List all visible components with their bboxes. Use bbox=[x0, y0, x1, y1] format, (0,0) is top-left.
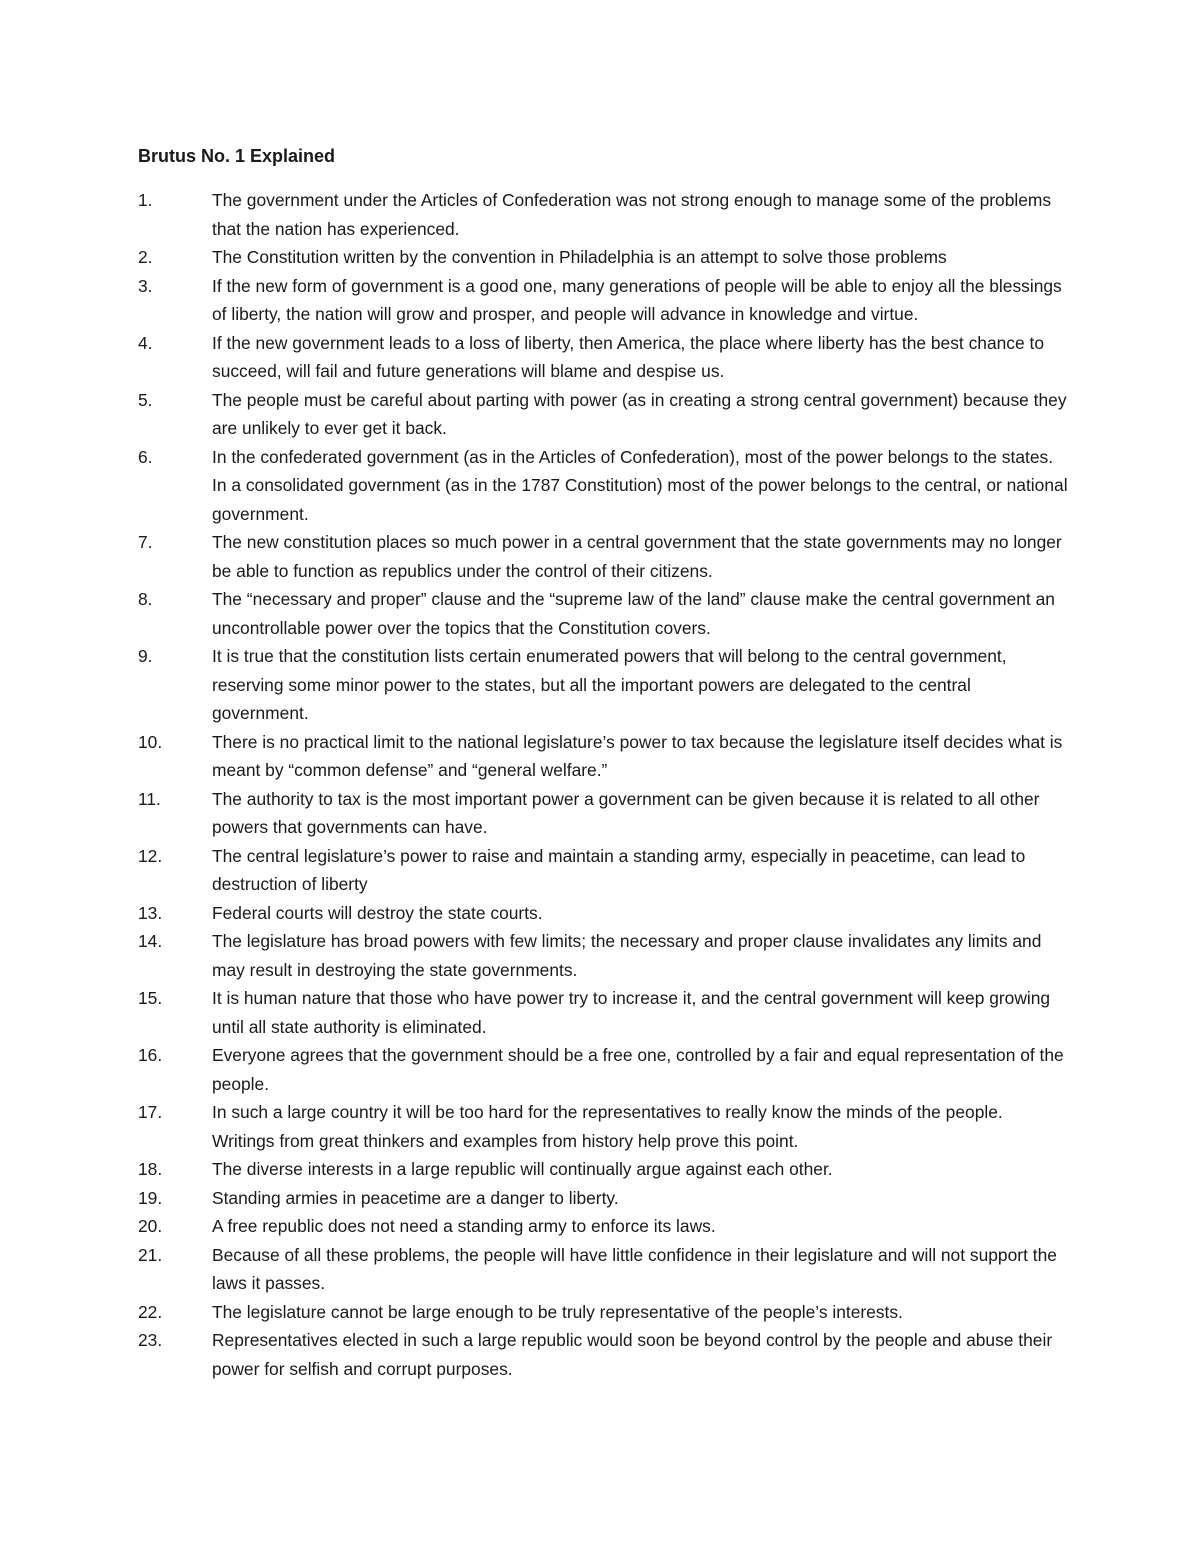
item-text: The Constitution written by the convention in Philadelphia is an attempt to solve those problems bbox=[212, 247, 947, 267]
item-text: There is no practical limit to the national legislature’s power to tax because the legislature itself decides what is meant by “common defense” and “general welfare.” bbox=[212, 731, 1063, 780]
item-text: The authority to tax is the most important power a government can be given because it is related to all other powers that governments can have. bbox=[212, 788, 1040, 837]
list-item bbox=[138, 1241, 1068, 1298]
item-text: The people must be careful about parting with power (as in creating a strong central government) because they are unlikely to ever get it back. bbox=[212, 389, 1067, 438]
item-text: The new constitution places so much power in a central government that the state governments may no longer be able to function as republics under the control of their citizens. bbox=[212, 532, 1062, 581]
list-item bbox=[138, 329, 1068, 386]
list-item bbox=[138, 1155, 1068, 1184]
item-text: Representatives elected in such a large republic would soon be beyond control by the people and abuse their power for selfish and corrupt purposes. bbox=[212, 1330, 1053, 1379]
item-number: 16. bbox=[138, 1045, 163, 1065]
list-item bbox=[138, 1098, 1068, 1155]
item-number: 8. bbox=[138, 589, 153, 609]
item-number: 14. bbox=[138, 931, 163, 951]
list-item bbox=[138, 1298, 1068, 1327]
list-item bbox=[138, 899, 1068, 928]
list-item bbox=[138, 186, 1068, 243]
list-item bbox=[138, 1041, 1068, 1098]
item-number: 1. bbox=[138, 190, 153, 210]
item-text: Because of all these problems, the people will have little confidence in their legislature and will not support the laws it passes. bbox=[212, 1244, 1057, 1293]
item-number: 15. bbox=[138, 988, 163, 1008]
item-number: 18. bbox=[138, 1159, 163, 1179]
item-number: 19. bbox=[138, 1187, 163, 1208]
list-item bbox=[138, 386, 1068, 443]
item-number: 4. bbox=[138, 332, 153, 353]
item-text: It is true that the constitution lists certain enumerated powers that will belong to the central government, reserving some minor power to the states, but all the important powers are delegated to the central government. bbox=[212, 646, 1007, 723]
numbered-list bbox=[138, 186, 1068, 1383]
item-text: A free republic does not need a standing army to enforce its laws. bbox=[212, 1216, 716, 1236]
item-text: It is human nature that those who have power try to increase it, and the central government will keep growing until all state authority is eliminated. bbox=[212, 988, 1051, 1037]
list-item bbox=[138, 927, 1068, 984]
item-number: 23. bbox=[138, 1330, 163, 1350]
item-text: Everyone agrees that the government should be a free one, controlled by a fair and equal representation of the people. bbox=[212, 1045, 1064, 1094]
item-number: 11. bbox=[138, 788, 161, 809]
list-item bbox=[138, 842, 1068, 899]
list-item bbox=[138, 1184, 1068, 1213]
item-number: 6. bbox=[138, 446, 153, 467]
list-item bbox=[138, 1212, 1068, 1241]
item-number: 13. bbox=[138, 902, 163, 923]
list-item bbox=[138, 1326, 1068, 1383]
item-number: 9. bbox=[138, 646, 153, 666]
item-text: Federal courts will destroy the state courts. bbox=[212, 902, 543, 923]
list-item bbox=[138, 272, 1068, 329]
list-item bbox=[138, 984, 1068, 1041]
item-text: In such a large country it will be too hard for the representatives to really know the minds of the people. Writings from great thinkers and examples from history help prove this point. bbox=[212, 1102, 1003, 1151]
list-item bbox=[138, 585, 1068, 642]
item-number: 22. bbox=[138, 1301, 163, 1322]
item-number: 7. bbox=[138, 532, 153, 552]
item-number: 21. bbox=[138, 1244, 163, 1265]
list-item bbox=[138, 243, 1068, 272]
item-text: The “necessary and proper” clause and the “supreme law of the land” clause make the central government an uncontrollable power over the topics that the Constitution covers. bbox=[212, 589, 1055, 638]
item-text: The central legislature’s power to raise and maintain a standing army, especially in peacetime, can lead to destruction of liberty bbox=[212, 845, 1026, 894]
item-number: 12. bbox=[138, 845, 163, 866]
item-number: 10. bbox=[138, 731, 163, 752]
item-text: The legislature has broad powers with few limits; the necessary and proper clause invalidates any limits and may result in destroying the state governments. bbox=[212, 931, 1042, 980]
item-text: If the new government leads to a loss of liberty, then America, the place where liberty has the best chance to succeed, will fail and future generations will blame and despise us. bbox=[212, 332, 1044, 381]
item-number: 5. bbox=[138, 389, 153, 410]
item-number: 17. bbox=[138, 1102, 163, 1122]
item-text: The government under the Articles of Confederation was not strong enough to manage some of the problems that the nation has experienced. bbox=[212, 190, 1052, 239]
list-item bbox=[138, 728, 1068, 785]
item-number: 20. bbox=[138, 1216, 163, 1236]
list-item bbox=[138, 642, 1068, 728]
document-title: Brutus No. 1 Explained bbox=[138, 146, 336, 166]
list-item bbox=[138, 785, 1068, 842]
item-text: The diverse interests in a large republic will continually argue against each other. bbox=[212, 1159, 833, 1179]
item-number: 2. bbox=[138, 247, 153, 267]
item-text: Standing armies in peacetime are a danger to liberty. bbox=[212, 1187, 619, 1208]
item-text: If the new form of government is a good one, many generations of people will be able to enjoy all the blessings of liberty, the nation will grow and prosper, and people will advance in knowledge and virtue. bbox=[212, 275, 1062, 324]
list-item bbox=[138, 528, 1068, 585]
item-text: In the confederated government (as in the Articles of Confederation), most of the power belongs to the states. In a consolidated government (as in the 1787 Constitution) most of the power belongs to the central, or national government. bbox=[212, 446, 1068, 524]
item-text: The legislature cannot be large enough to be truly representative of the people’s interests. bbox=[212, 1301, 903, 1322]
list-item bbox=[138, 443, 1068, 529]
item-number: 3. bbox=[138, 275, 153, 296]
